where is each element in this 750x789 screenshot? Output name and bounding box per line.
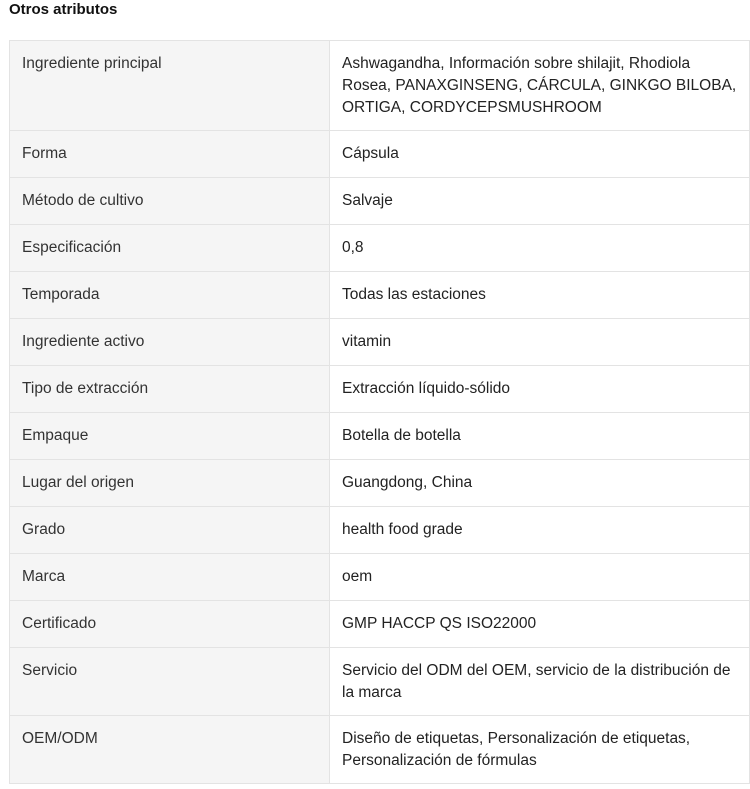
table-row: [10, 648, 750, 716]
table-row: [10, 366, 750, 413]
attribute-label: Método de cultivo: [10, 178, 330, 225]
attribute-label: Tipo de extracción: [10, 366, 330, 413]
table-row: [10, 601, 750, 648]
table-row: [10, 225, 750, 272]
table-row: [10, 272, 750, 319]
table-row: [10, 178, 750, 225]
table-row: [10, 319, 750, 366]
attribute-value: Todas las estaciones: [330, 272, 750, 319]
table-row: [10, 507, 750, 554]
attribute-value: 0,8: [330, 225, 750, 272]
attribute-label: Marca: [10, 554, 330, 601]
attribute-value: Diseño de etiquetas, Personalización de etiquetas, Personalización de fórmulas: [330, 716, 750, 784]
attribute-value: oem: [330, 554, 750, 601]
attribute-value: GMP HACCP QS ISO22000: [330, 601, 750, 648]
attribute-label: Ingrediente principal: [10, 41, 330, 131]
attribute-value: Botella de botella: [330, 413, 750, 460]
table-row: [10, 413, 750, 460]
attribute-label: Servicio: [10, 648, 330, 716]
table-row: [10, 554, 750, 601]
attribute-value: Cápsula: [330, 131, 750, 178]
attributes-table: [9, 40, 750, 784]
attribute-value: Servicio del ODM del OEM, servicio de la distribución de la marca: [330, 648, 750, 716]
attribute-value: Salvaje: [330, 178, 750, 225]
attribute-value: Extracción líquido-sólido: [330, 366, 750, 413]
attribute-value: vitamin: [330, 319, 750, 366]
table-row: [10, 716, 750, 784]
attribute-label: OEM/ODM: [10, 716, 330, 784]
attribute-label: Certificado: [10, 601, 330, 648]
attribute-value: health food grade: [330, 507, 750, 554]
attribute-label: Forma: [10, 131, 330, 178]
attribute-value: Guangdong, China: [330, 460, 750, 507]
attribute-label: Empaque: [10, 413, 330, 460]
attribute-label: Temporada: [10, 272, 330, 319]
attribute-value: Ashwagandha, Información sobre shilajit, Rhodiola Rosea, PANAXGINSENG, CÁRCULA, GINKGO BILOBA, ORTIGA, CORDYCEPSMUSHROOM: [330, 41, 750, 131]
attribute-label: Grado: [10, 507, 330, 554]
table-row: [10, 460, 750, 507]
attribute-label: Ingrediente activo: [10, 319, 330, 366]
attribute-label: Lugar del origen: [10, 460, 330, 507]
table-row: [10, 131, 750, 178]
attribute-label: Especificación: [10, 225, 330, 272]
section-title: Otros atributos: [9, 1, 118, 18]
table-row: [10, 41, 750, 131]
